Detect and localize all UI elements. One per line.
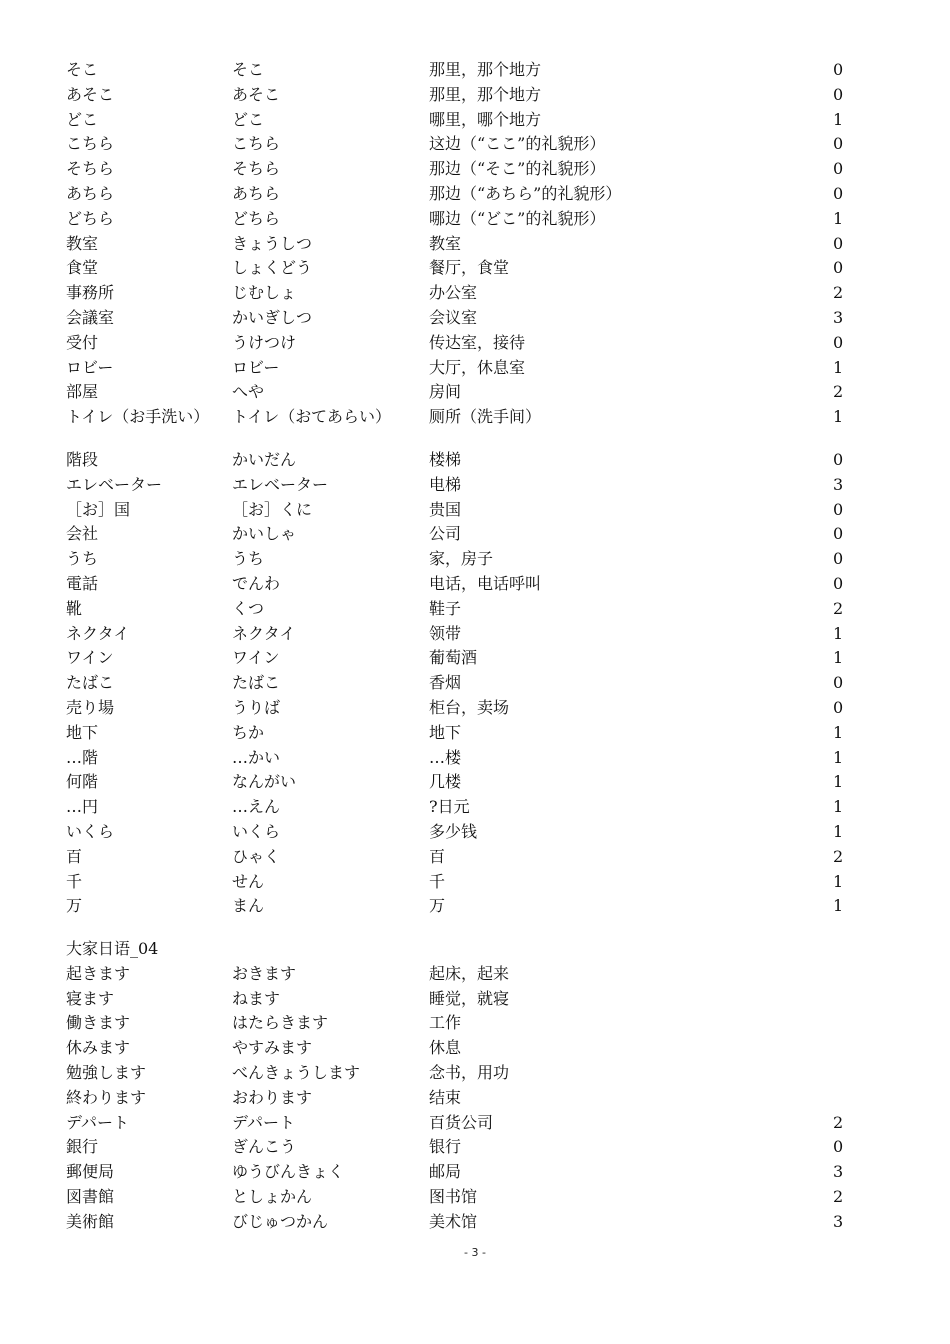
vocab-word: いくら: [66, 821, 115, 841]
vocab-meaning: 银行: [429, 1137, 462, 1157]
vocab-meaning: …楼: [429, 747, 462, 767]
vocab-row: [66, 256, 856, 281]
vocab-accent: 0: [833, 524, 844, 544]
vocab-reading: ちか: [232, 722, 265, 742]
vocab-accent: 2: [833, 1112, 844, 1132]
vocab-meaning: 会议室: [429, 307, 478, 327]
vocab-row: [66, 522, 856, 547]
vocab-reading: ［お］くに: [232, 499, 313, 519]
vocab-word: トイレ（お手洗い）: [66, 407, 210, 427]
vocab-row: [66, 987, 856, 1012]
vocab-accent: 1: [833, 871, 844, 891]
vocab-word: 靴: [66, 598, 83, 618]
vocab-reading: おわります: [232, 1087, 313, 1107]
vocab-row: [66, 157, 856, 182]
vocab-row: [66, 1086, 856, 1111]
vocab-accent: 0: [833, 159, 844, 179]
vocab-row: [66, 380, 856, 405]
vocab-word: 終わります: [66, 1087, 147, 1107]
vocab-meaning: 结束: [429, 1087, 462, 1107]
vocab-meaning: 鞋子: [429, 598, 462, 618]
vocab-meaning: 万: [429, 896, 446, 916]
vocab-accent: 0: [833, 499, 844, 519]
vocab-row: [66, 306, 856, 331]
vocab-reading: どこ: [232, 109, 265, 129]
vocab-meaning: 楼梯: [429, 449, 462, 469]
vocab-reading: そこ: [232, 60, 265, 79]
vocab-word: たばこ: [66, 673, 115, 693]
vocab-reading: いくら: [232, 821, 281, 841]
vocab-row: [66, 696, 856, 721]
vocab-reading: たばこ: [232, 673, 281, 693]
vocab-meaning: 电梯: [429, 474, 462, 494]
vocab-reading: デパート: [232, 1112, 296, 1132]
vocab-row: [66, 1011, 856, 1036]
vocab-row: [66, 132, 856, 157]
vocab-word: そこ: [66, 60, 99, 79]
vocab-word: 電話: [66, 573, 99, 593]
vocab-reading: うち: [232, 549, 265, 569]
vocab-row: [66, 746, 856, 771]
page-number: - 3 -: [464, 1246, 486, 1259]
vocab-reading: あちら: [232, 183, 281, 203]
vocab-reading: しょくどう: [232, 258, 313, 278]
vocab-accent: 0: [833, 573, 844, 593]
vocab-word: 食堂: [66, 258, 99, 278]
vocab-reading: まん: [232, 896, 265, 916]
vocab-row: [66, 356, 856, 381]
vocab-accent: 3: [833, 307, 844, 327]
vocab-meaning: 餐厅，食堂: [429, 258, 510, 278]
vocab-reading: ロビー: [232, 357, 280, 377]
vocab-accent: 2: [833, 598, 844, 618]
vocabulary-group-1: [66, 58, 856, 430]
vocab-reading: べんきょうします: [232, 1063, 361, 1083]
vocab-reading: どちら: [232, 208, 281, 228]
vocab-row: [66, 795, 856, 820]
vocab-meaning: 休息: [429, 1038, 462, 1058]
vocab-accent: 0: [833, 1137, 844, 1157]
vocab-accent: 0: [833, 84, 844, 104]
vocab-reading: ワイン: [232, 648, 280, 668]
vocab-row: [66, 405, 856, 430]
vocab-reading: かいしゃ: [232, 524, 297, 544]
vocab-row: [66, 820, 856, 845]
vocab-accent: 2: [833, 382, 844, 402]
vocab-meaning: 葡萄酒: [429, 648, 478, 668]
vocab-word: 起きます: [66, 963, 131, 983]
vocab-accent: 1: [833, 722, 844, 742]
vocab-meaning: 厕所（洗手间）: [429, 407, 542, 427]
vocab-reading: としょかん: [232, 1187, 313, 1207]
vocab-reading: きょうしつ: [232, 233, 313, 253]
vocab-accent: 0: [833, 449, 844, 469]
vocab-word: 事務所: [66, 283, 115, 303]
vocab-word: 階段: [66, 449, 99, 469]
vocab-word: 美術館: [66, 1211, 115, 1231]
vocab-row: [66, 232, 856, 257]
vocab-reading: せん: [232, 871, 265, 891]
vocab-row: [66, 721, 856, 746]
vocab-word: 会社: [66, 524, 99, 544]
vocab-meaning: 这边（“ここ”的礼貌形）: [429, 134, 606, 154]
vocab-row: [66, 870, 856, 895]
vocab-word: ロビー: [66, 357, 114, 377]
vocab-word: 万: [66, 896, 83, 916]
vocab-meaning: 那里，那个地方: [429, 60, 542, 79]
vocab-reading: こちら: [232, 134, 281, 154]
vocab-row: [66, 1210, 856, 1235]
vocab-reading: おきます: [232, 963, 297, 983]
vocab-row: [66, 207, 856, 232]
vocab-reading: あそこ: [232, 84, 281, 104]
vocab-row: [66, 1061, 856, 1086]
vocab-accent: 2: [833, 283, 844, 303]
vocab-accent: 3: [833, 1211, 844, 1231]
vocab-word: そちら: [66, 159, 115, 179]
vocab-meaning: 传达室，接待: [429, 332, 526, 352]
vocab-accent: 0: [833, 697, 844, 717]
vocab-word: 会議室: [66, 307, 115, 327]
vocab-row: [66, 845, 856, 870]
vocabulary-group-2: [66, 448, 856, 919]
vocab-accent: 1: [833, 109, 844, 129]
vocab-word: 受付: [66, 332, 99, 352]
vocab-row: [66, 473, 856, 498]
vocab-row: [66, 1185, 856, 1210]
vocab-accent: 1: [833, 896, 844, 916]
vocab-reading: かいぎしつ: [232, 307, 313, 327]
vocab-accent: 0: [833, 673, 844, 693]
vocab-reading: びじゅつかん: [232, 1211, 329, 1231]
vocab-reading: ネクタイ: [232, 623, 296, 643]
vocab-word: エレベーター: [66, 474, 163, 494]
vocab-meaning: 百: [429, 846, 446, 866]
vocab-meaning: 房间: [429, 382, 462, 402]
vocab-word: ワイン: [66, 648, 114, 668]
vocab-meaning: 公司: [429, 524, 462, 544]
vocab-word: …円: [66, 797, 99, 817]
vocab-meaning: 地下: [429, 722, 462, 742]
vocab-row: [66, 770, 856, 795]
vocab-meaning: 领带: [429, 623, 462, 643]
vocab-reading: …かい: [232, 747, 281, 767]
vocab-word: 地下: [66, 722, 99, 742]
vocab-accent: 0: [833, 183, 844, 203]
vocab-word: 百: [66, 846, 83, 866]
vocab-accent: 1: [833, 623, 844, 643]
vocab-reading: やすみます: [232, 1038, 313, 1058]
vocab-reading: じむしょ: [232, 283, 297, 303]
vocab-meaning: 哪里，哪个地方: [429, 109, 542, 129]
vocab-row: [66, 572, 856, 597]
vocab-word: 売り場: [66, 697, 115, 717]
vocab-row: [66, 498, 856, 523]
vocabulary-list: [66, 58, 856, 1235]
vocab-row: [66, 1036, 856, 1061]
vocab-reading: ねます: [232, 988, 281, 1008]
vocab-row: [66, 1111, 856, 1136]
vocab-word: ［お］国: [66, 499, 131, 519]
vocab-reading: ぎんこう: [232, 1137, 297, 1157]
vocab-word: 銀行: [66, 1137, 99, 1157]
vocab-word: …階: [66, 747, 99, 767]
vocab-row: [66, 58, 856, 83]
vocab-row: [66, 1160, 856, 1185]
vocab-reading: エレベーター: [232, 474, 329, 494]
vocab-accent: 0: [833, 134, 844, 154]
vocab-reading: くつ: [232, 598, 265, 618]
vocab-word: 何階: [66, 772, 99, 792]
vocab-row: [66, 182, 856, 207]
vocab-meaning: 那边（“あちら”的礼貌形）: [429, 183, 622, 203]
vocab-reading: なんがい: [232, 772, 297, 792]
vocab-meaning: 千: [429, 871, 446, 891]
vocab-meaning: 邮局: [429, 1162, 462, 1182]
vocab-accent: 1: [833, 208, 844, 228]
vocab-meaning: 贵国: [429, 499, 462, 519]
vocab-accent: 3: [833, 474, 844, 494]
vocab-accent: 2: [833, 1187, 844, 1207]
vocab-row: [66, 597, 856, 622]
vocab-row: [66, 108, 856, 133]
vocab-meaning: 念书，用功: [429, 1063, 510, 1083]
vocabulary-group-3: [66, 962, 856, 1235]
vocab-reading: …えん: [232, 797, 281, 817]
vocab-row: [66, 894, 856, 919]
vocab-row: [66, 1135, 856, 1160]
vocab-reading: へや: [232, 382, 265, 402]
vocab-word: どちら: [66, 208, 115, 228]
vocab-accent: 3: [833, 1162, 844, 1182]
vocab-meaning: 电话，电话呼叫: [429, 573, 542, 593]
vocab-accent: 0: [833, 233, 844, 253]
vocab-meaning: 工作: [429, 1013, 462, 1033]
vocab-accent: 1: [833, 797, 844, 817]
vocab-row: [66, 448, 856, 473]
vocab-row: [66, 646, 856, 671]
vocab-reading: ゆうびんきょく: [232, 1162, 345, 1182]
vocab-reading: かいだん: [232, 449, 297, 469]
vocab-word: 休みます: [66, 1038, 131, 1058]
vocab-meaning: 多少钱: [429, 821, 478, 841]
vocab-meaning: 家，房子: [429, 549, 494, 569]
vocab-meaning: 百货公司: [429, 1112, 494, 1132]
vocab-row: [66, 962, 856, 987]
vocab-word: うち: [66, 549, 99, 569]
vocab-meaning: 哪边（“どこ”的礼貌形）: [429, 208, 606, 228]
vocab-word: 勉強します: [66, 1063, 147, 1083]
vocab-meaning: 大厅，休息室: [429, 357, 526, 377]
vocab-meaning: 美术馆: [429, 1211, 478, 1231]
vocab-word: あそこ: [66, 84, 115, 104]
vocab-meaning: 那里，那个地方: [429, 84, 542, 104]
vocab-row: [66, 281, 856, 306]
vocab-meaning: ?日元: [429, 797, 470, 817]
vocab-row: [66, 547, 856, 572]
vocab-word: あちら: [66, 183, 115, 203]
vocab-meaning: 图书馆: [429, 1187, 478, 1207]
vocab-word: ネクタイ: [66, 623, 130, 643]
vocab-reading: ひゃく: [232, 846, 281, 866]
vocab-row: [66, 331, 856, 356]
vocab-accent: 1: [833, 772, 844, 792]
vocab-word: 教室: [66, 233, 99, 253]
vocab-reading: そちら: [232, 159, 281, 179]
vocab-meaning: 睡觉，就寝: [429, 988, 510, 1008]
vocab-row: [66, 622, 856, 647]
vocab-word: 寝ます: [66, 988, 115, 1008]
vocab-word: 郵便局: [66, 1162, 115, 1182]
vocab-reading: トイレ（おてあらい）: [232, 407, 392, 427]
vocab-word: こちら: [66, 134, 115, 154]
vocab-meaning: 柜台，卖场: [429, 697, 510, 717]
vocab-reading: うけつけ: [232, 332, 297, 352]
vocab-meaning: 办公室: [429, 283, 478, 303]
vocab-accent: 1: [833, 357, 844, 377]
vocab-accent: 1: [833, 648, 844, 668]
vocab-meaning: 几楼: [429, 772, 462, 792]
vocab-accent: 2: [833, 846, 844, 866]
vocab-word: 千: [66, 871, 83, 891]
vocab-reading: でんわ: [232, 573, 281, 593]
vocab-meaning: 起床，起来: [429, 963, 510, 983]
vocab-word: どこ: [66, 109, 99, 129]
vocab-word: 働きます: [66, 1013, 131, 1033]
vocab-accent: 0: [833, 332, 844, 352]
vocab-word: デパート: [66, 1112, 130, 1132]
vocab-row: [66, 83, 856, 108]
vocab-accent: 0: [833, 549, 844, 569]
vocab-accent: 1: [833, 747, 844, 767]
section-title: 大家日语_04: [66, 939, 159, 959]
vocab-accent: 0: [833, 60, 844, 79]
vocab-reading: うりば: [232, 697, 281, 717]
vocab-meaning: 那边（“そこ”的礼貌形）: [429, 159, 606, 179]
vocab-meaning: 香烟: [429, 673, 462, 693]
vocab-word: 部屋: [66, 382, 99, 402]
vocab-row: [66, 671, 856, 696]
vocab-accent: 0: [833, 258, 844, 278]
vocab-word: 図書館: [66, 1187, 115, 1207]
vocab-accent: 1: [833, 821, 844, 841]
vocab-reading: はたらきます: [232, 1013, 329, 1033]
vocab-accent: 1: [833, 407, 844, 427]
vocab-meaning: 教室: [429, 233, 462, 253]
